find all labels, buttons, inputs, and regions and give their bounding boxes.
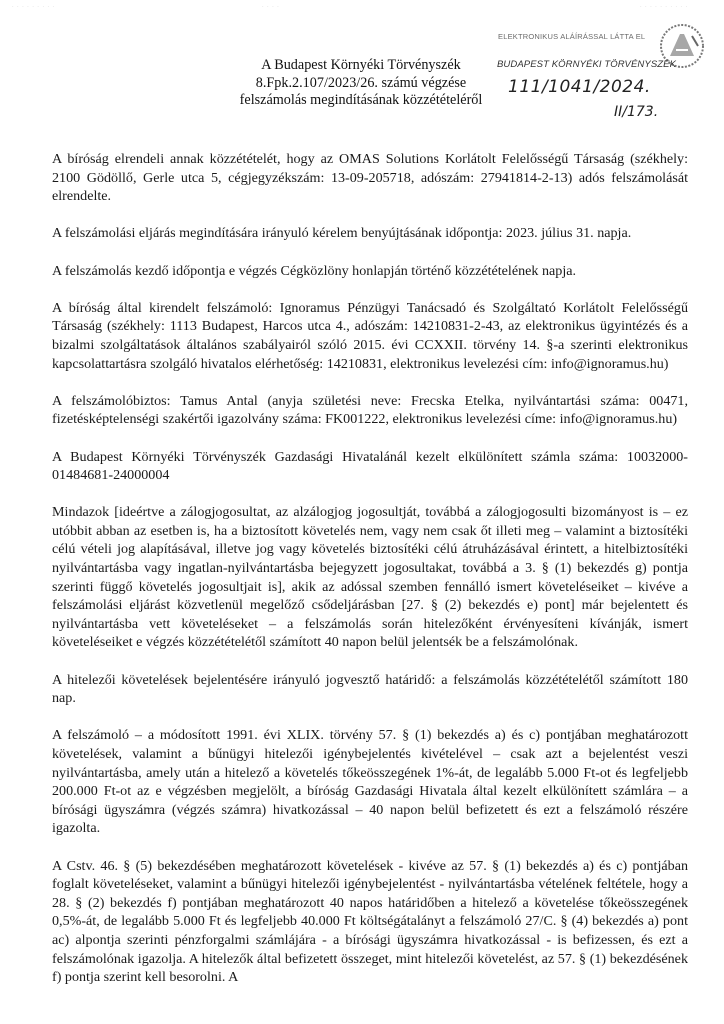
scan-artifact-left: · · · · · · · · · [12, 4, 56, 10]
paragraph-liquidation-order: A bíróság elrendeli annak közzétételét, hogy az OMAS Solutions Korlátolt Felelősségű Társaság (székhely: 2100 Gödöllő, Gerle utca 5, cégjegyzékszám: 13-09-205718, adószám: 27941814-2-13) adós felszámolását elrendelte. [52, 151, 688, 205]
paragraph-liquidator: A bíróság által kirendelt felszámoló: Ignoramus Pénzügyi Tanácsadó és Szolgáltató Korlátolt Felelősségű Társaság (székhely: 1113 Budapest, Harcos utca 4., adószám: 14210831-2-43, az elektronikus ügyintézés és a bizalmi szolgáltatások általános szabályairól szóló 2015. évi CCXXII. törvény 14. §-a szerinti elektronikus kapcsolattartásra szolgáló hivatalos elérhetőség: 14210831, elektronikus levelezési cím: info@ignoramus.hu) [52, 299, 688, 372]
document-title [230, 57, 492, 110]
paragraph-cost-lump-sum: A Cstv. 46. § (5) bekezdésében meghatározott követelések - kivéve az 57. § (1) bekezdés a) és c) pontjában foglalt követeléseket, valamint a bűnügyi hitelezői igénybejelentést - nyilvántartásba vételének feltétele, hogy a 28. § (2) bekezdés f) pontjában meghatározott 40 napos határidőben a hitelező a követelése tőkeösszegének 0,5%-át, de legalább 5.000 Ft és legfeljebb 40.000 Ft költségátalányt a felszámoló 27/C. § (4) bekezdés a) pont ac) alpontja szerinti pénzforgalmi számlájára - a bírósági ügyszámra hivatkozással - is befizessen, és ezt a felszámolónak igazolja. A hitelezők által befizetett összeget, mint hitelezői követelést, az 57. § (1) bekezdésének f) pontja szerint kell besorolni. A [52, 857, 688, 986]
paragraph-start-date: A felszámolás kezdő időpontja e végzés Cégközlöny honlapján történő közzétételének napja. [52, 262, 577, 279]
document-body [52, 150, 688, 1005]
paragraph-creditors-notice: Mindazok [ideértve a zálogjogosultat, az alzálogjog jogosultját, továbbá a zálogjogosulti bizományost is – ez utóbbit abban az esetben is, ha a biztosított követelés nem, vagy nem csak őt illeti meg – valamint a biztosítéki célú vételi jog alapításával, illetve jog vagy követelés biztosítéki célú átruházásával érintett, a hitelbiztosítéki nyilvántartásba vagy ingatlan-nyilvántartásba bejegyzett jogosultakat, továbbá a 3. § (1) bekezdés g) pontja szerinti függő követelés jogosultjait is], akik az adóssal szemben fennálló ismert követeléseiket – kivéve a felszámolási eljárást közvetlenül megelőző csődeljárásban [27. § (2) bekezdés e) pont] már bejelentett és nyilvántartásba vett követeléseket – a felszámolás során hitelezőként érvényesíteni kívánják, ismert követeléseiket e végzés közzétételétől számított 40 napon belül jelentsék be a felszámolónak. [52, 504, 688, 651]
paragraph-commissioner: A felszámolóbiztos: Tamus Antal (anyja születési neve: Frecska Etelka, nyilvántartási száma: 00471, fizetésképtelenségi szakértői igazolvány száma: FK001222, elektronikus levelezési címe: info@ignoramus.hu) [52, 392, 688, 428]
electronic-signature-stamp: ELEKTRONIKUS ALÁÍRÁSSAL LÁTTA EL [498, 32, 646, 41]
scan-artifact-right: · · · · · · · · · · [640, 4, 689, 10]
title-case-number: 8.Fpk.2.107/2023/26. számú végzése [255, 74, 467, 91]
scan-artifact-center: · · · · [262, 4, 280, 10]
paragraph-deadline: A hitelezői követelések bejelentésére irányuló jogvesztő határidő: a felszámolás közzétételétől számított 180 nap. [52, 671, 688, 707]
court-name-stamp: BUDAPEST KÖRNYÉKI TÖRVÉNYSZÉK [497, 59, 677, 70]
paragraph-petition-date: A felszámolási eljárás megindítására irányuló kérelem benyújtásának időpontja: 2023. július 31. napja. [52, 225, 632, 242]
paragraph-registration-fee: A felszámoló – a módosított 1991. évi XLIX. törvény 57. § (1) bekezdés a) és c) pontjában meghatározott követelések, valamint a bűnügyi hitelezői igénybejelentés kivételével – csak azt a bejelentést veszi nyilvántartásba, amely után a hitelező a követelés tőkeösszegének 1%-át, de legalább 5.000 Ft-ot és legfeljebb 200.000 Ft-ot az e végzésben megjelölt, a bíróság Gazdasági Hivatala által kezelt elkülönített számlára – a bírósági ügyszámra (végzés számra) hivatkozással – 40 napon belül befizetett és ezt a felszámoló részére igazolta. [52, 727, 688, 837]
title-subject: felszámolás megindításának közzétételéről [239, 92, 483, 108]
handwritten-registry-number: 111/1041/2024. [508, 77, 651, 97]
handwritten-sub-number: II/173. [614, 104, 659, 120]
paragraph-account-number: A Budapest Környéki Törvényszék Gazdasági Hivatalánál kezelt elkülönített számla száma: 10032000-01484681-24000004 [52, 448, 688, 484]
title-court: A Budapest Környéki Törvényszék [261, 57, 461, 73]
